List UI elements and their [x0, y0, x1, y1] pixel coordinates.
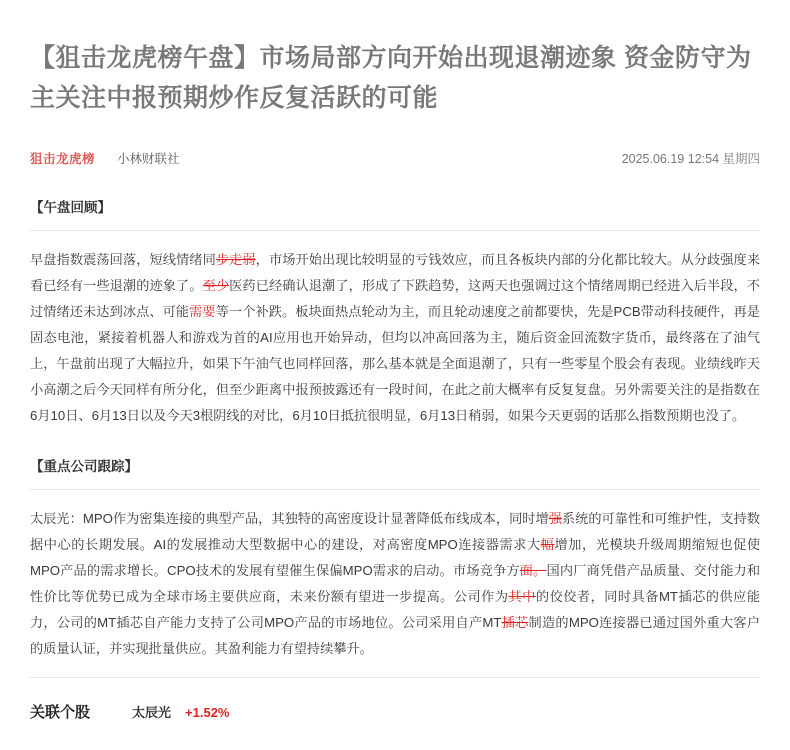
section-title-companies: 【重点公司跟踪】: [30, 459, 138, 474]
section-divider: [30, 230, 760, 231]
review-highlight-3: 需要: [189, 304, 216, 319]
review-text-3: 医药已经确认退潮了，形成了下跌趋势，这两天也强调过这个情绪周期已经进入后半段，不过情绪还未达到冰点、可能: [30, 278, 761, 319]
review-highlight-1: 步走弱: [215, 252, 256, 267]
page-title: 【狙击龙虎榜午盘】市场局部方向开始出现退潮迹象 资金防守为主关注中报预期炒作反复活跃的可能: [30, 44, 752, 112]
company-highlight-4: 其中: [508, 589, 536, 604]
related-stock-name[interactable]: 太辰光: [132, 705, 172, 720]
company-text-5: 的佼佼者，同时具备MT插芯的供应能力，公司的MT插芯自产能力支持了公司MPO产品的市场地位。公司采用自产MT: [30, 589, 761, 630]
company-text-4: 国内厂商凭借产品质量、交付能力和性价比等优势已成为全球市场主要供应商，未来份额有望进一步提高。公司作为: [30, 563, 761, 604]
publish-timestamp: 2025.06.19 12:54 星期四: [621, 152, 760, 166]
review-paragraph: [30, 247, 760, 429]
company-highlight-1: 强: [548, 511, 562, 526]
company-highlight-2: 幅: [540, 537, 555, 552]
company-text-2: 系统的可靠性和可维护性，支持数据中心的长期发展。AI的发展推动大型数据中心的建设，对高密度MPO连接器需求大: [30, 511, 761, 552]
review-highlight-2: 至少: [202, 278, 230, 293]
company-text-3: 增加，光模块升级周期缩短也促使MPO产品的需求增长。CPO技术的发展有望催生保偏MPO需求的启动。市场竞争方: [30, 537, 761, 578]
review-text-4: 等一个补跌。板块面热点轮动为主，而且轮动速度之前都要快，先是PCB带动科技硬件，再是固态电池，紧接着机器人和游戏为首的AI应用也开始异动，但均以冲高回落为主，随后资金回流数字货币，最终落在了油气上，午盘前出现了大幅拉升，如果下午油气也同样回落，那么基本就是全面退潮了，只有一些零星个股会有表现。业绩线昨天小高潮之后今天同样有所分化，但至少距离中报预披露还有一段时间，在此之前大概率有反复复盘。另外需要关注的是指数在6月10日、6月13日以及今天3根阴线的对比，6月10日抵抗很明显，6月13日稍弱，如果今天更弱的话那么指数预期也没了。: [30, 304, 760, 423]
related-stocks-section: [30, 701, 229, 722]
company-text-6: 制造的MPO连接器已通过国外重大客户的质量认证，并实现批量供应。其盈利能力有望持续攀升。: [30, 615, 761, 656]
company-name[interactable]: 太辰光：: [30, 511, 83, 526]
section-divider-2: [30, 489, 760, 490]
source-tag[interactable]: 狙击龙虎榜: [30, 152, 96, 166]
related-stock-change: +1.52%: [185, 705, 230, 720]
review-text-2: ，市场开始出现比较明显的亏钱效应，而且各板块内部的分化都比较大。从分歧强度来看已经有一些退潮的迹象了。: [30, 252, 761, 293]
review-text-1: 早盘指数震荡回落，短线情绪同: [30, 252, 216, 267]
company-highlight-5: 插芯: [501, 615, 529, 630]
company-highlight-3: 面。: [519, 563, 547, 578]
section-title-review: 【午盘回顾】: [30, 200, 111, 215]
related-divider: [30, 677, 760, 678]
author-name[interactable]: 小林财联社: [117, 152, 180, 166]
article-meta: [30, 148, 760, 168]
company-text-1: MPO作为密集连接的典型产品，其独特的高密度设计显著降低布线成本，同时增: [82, 511, 549, 526]
company-paragraph: [30, 506, 760, 662]
related-stocks-title: 关联个股: [30, 704, 91, 721]
